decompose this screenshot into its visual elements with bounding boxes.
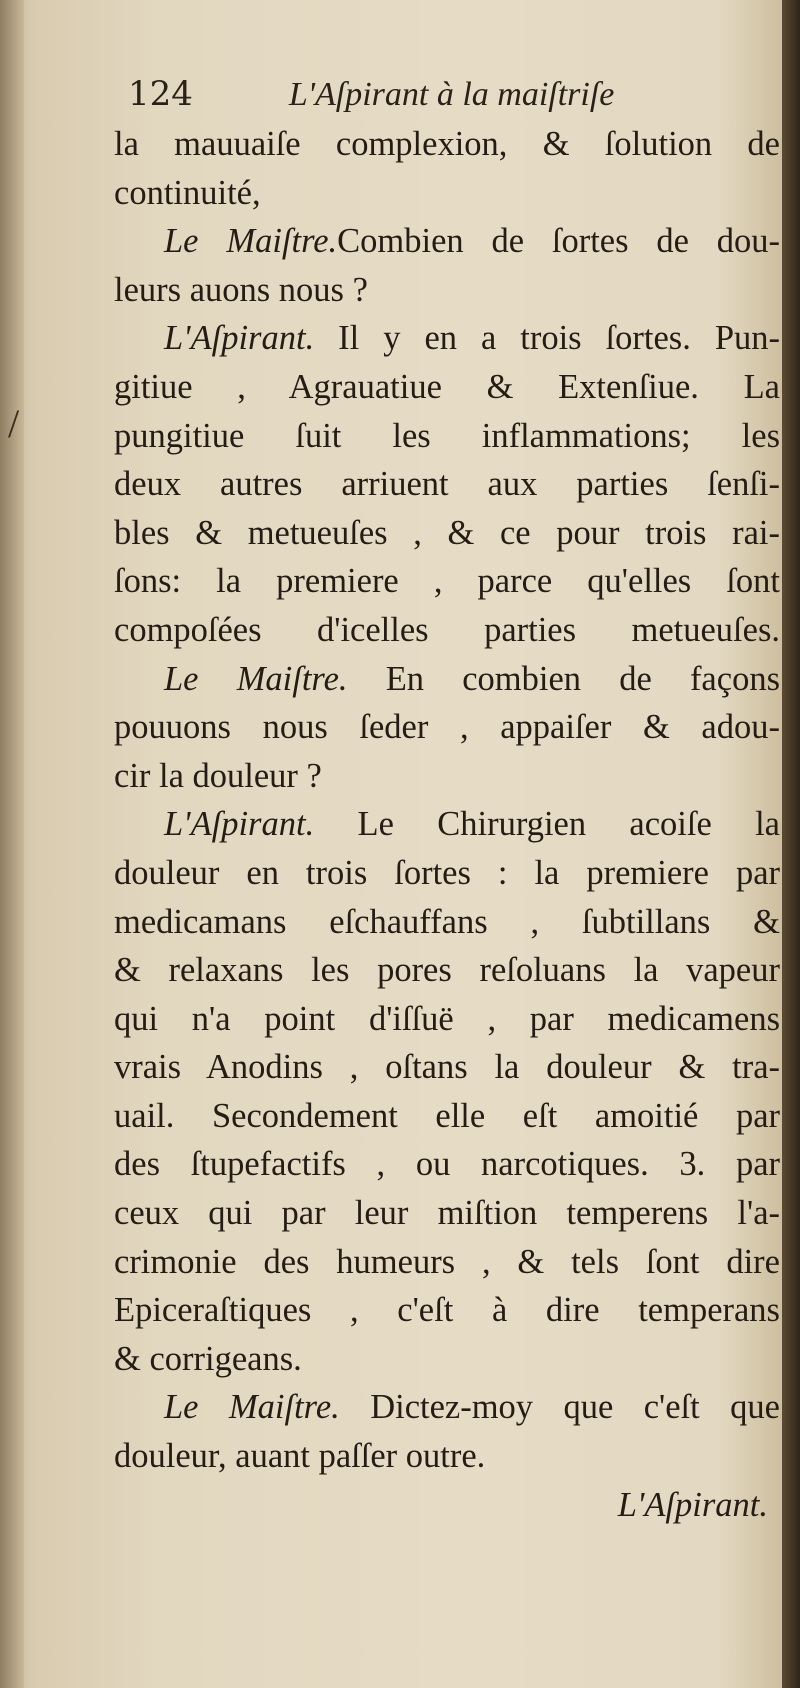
- line-text: ſons: la premiere , parce qu'elles ſont: [114, 562, 780, 601]
- text-line: [114, 1092, 780, 1141]
- line-text: & corrigeans.: [114, 1339, 302, 1378]
- text-line: [114, 266, 780, 315]
- line-text: vrais Anodins , oſtans la douleur & tra-: [114, 1048, 780, 1087]
- text-line: [114, 217, 780, 266]
- running-title: L'Aſpirant à la maiſtriſe: [288, 76, 615, 113]
- text-line: [114, 363, 780, 412]
- line-text: pouuons nous ſeder , appaiſer & adou-: [114, 708, 780, 747]
- line-text: Dictez-moy que c'eſt que: [339, 1388, 780, 1427]
- speaker-label: Le Maiſtre.: [164, 659, 348, 698]
- line-text: crimonie des humeurs , & tels ſont dire: [114, 1242, 780, 1281]
- line-text: Epiceraſtiques , c'eſt à dire temperans: [114, 1291, 780, 1330]
- speaker-label: L'Aſpirant.: [164, 319, 315, 358]
- text-line: [114, 606, 780, 655]
- line-text: deux autres arriuent aux parties ſenſi-: [114, 465, 780, 504]
- speaker-label: Le Maiſtre.: [164, 1388, 340, 1427]
- page-gutter: [0, 0, 24, 1688]
- text-line: [114, 412, 780, 461]
- text-line: [114, 509, 780, 558]
- text-line: [114, 314, 780, 363]
- catchword: L'Aſpirant.: [617, 1485, 768, 1524]
- text-line: [114, 1432, 780, 1481]
- line-text: pungitiue ſuit les inflammations; les: [114, 416, 780, 455]
- text-line: [114, 995, 780, 1044]
- text-line: [114, 655, 780, 704]
- text-line: [114, 169, 780, 218]
- line-text: douleur, auant paſſer outre.: [114, 1437, 486, 1476]
- text-line: [114, 1043, 780, 1092]
- line-text: qui n'a point d'iſſuë , par medicamens: [114, 999, 780, 1038]
- text-line: [114, 1189, 780, 1238]
- line-text: leurs auons nous ?: [114, 270, 368, 309]
- text-line: [114, 120, 780, 169]
- text-line: [114, 1140, 780, 1189]
- text-line: [114, 849, 780, 898]
- text-line: [114, 1335, 780, 1384]
- text-line: [114, 460, 780, 509]
- text-line: [114, 1238, 780, 1287]
- line-text: Le Chirurgien acoiſe la: [314, 805, 780, 844]
- page-edge: [782, 0, 800, 1688]
- running-head: [128, 74, 768, 114]
- line-text: compoſées d'icelles parties metueuſes.: [114, 610, 780, 649]
- line-text: ceux qui par leur miſtion temperens l'a-: [114, 1194, 780, 1233]
- line-text: uail. Secondement elle eſt amoitié par: [114, 1096, 780, 1135]
- text-line: [114, 1383, 780, 1432]
- line-text: continuité,: [114, 173, 261, 212]
- line-text: douleur en trois ſortes : la premiere par: [114, 853, 780, 892]
- line-text: Il y en a trois ſortes. Pun-: [314, 319, 780, 358]
- line-text: la mauuaiſe complexion, & ſolution de: [114, 125, 780, 163]
- line-text: cir la douleur ?: [114, 756, 322, 795]
- text-line: [114, 946, 780, 995]
- text-line: [114, 800, 780, 849]
- page-number: 124: [128, 74, 193, 114]
- text-line: [114, 752, 780, 801]
- text-line: [114, 557, 780, 606]
- text-block: [114, 120, 780, 1529]
- line-text: & relaxans les pores reſoluans la vapeur: [114, 951, 780, 990]
- text-line: [114, 898, 780, 947]
- line-text: gitiue , Agrauatiue & Extenſiue. La: [114, 367, 780, 406]
- text-line: [114, 1286, 780, 1335]
- line-text: bles & metueuſes , & ce pour trois rai-: [114, 513, 780, 552]
- line-text: En combien de façons: [347, 659, 780, 698]
- margin-mark: /: [8, 401, 20, 446]
- line-text: des ſtupefactifs , ou narcotiques. 3. par: [114, 1145, 780, 1184]
- line-text: Combien de ſortes de dou-: [337, 222, 780, 261]
- speaker-label: Le Maiſtre.: [164, 222, 338, 261]
- speaker-label: L'Aſpirant.: [164, 805, 315, 844]
- text-line: [114, 703, 780, 752]
- line-text: medicamans eſchauffans , ſubtillans &: [114, 902, 780, 941]
